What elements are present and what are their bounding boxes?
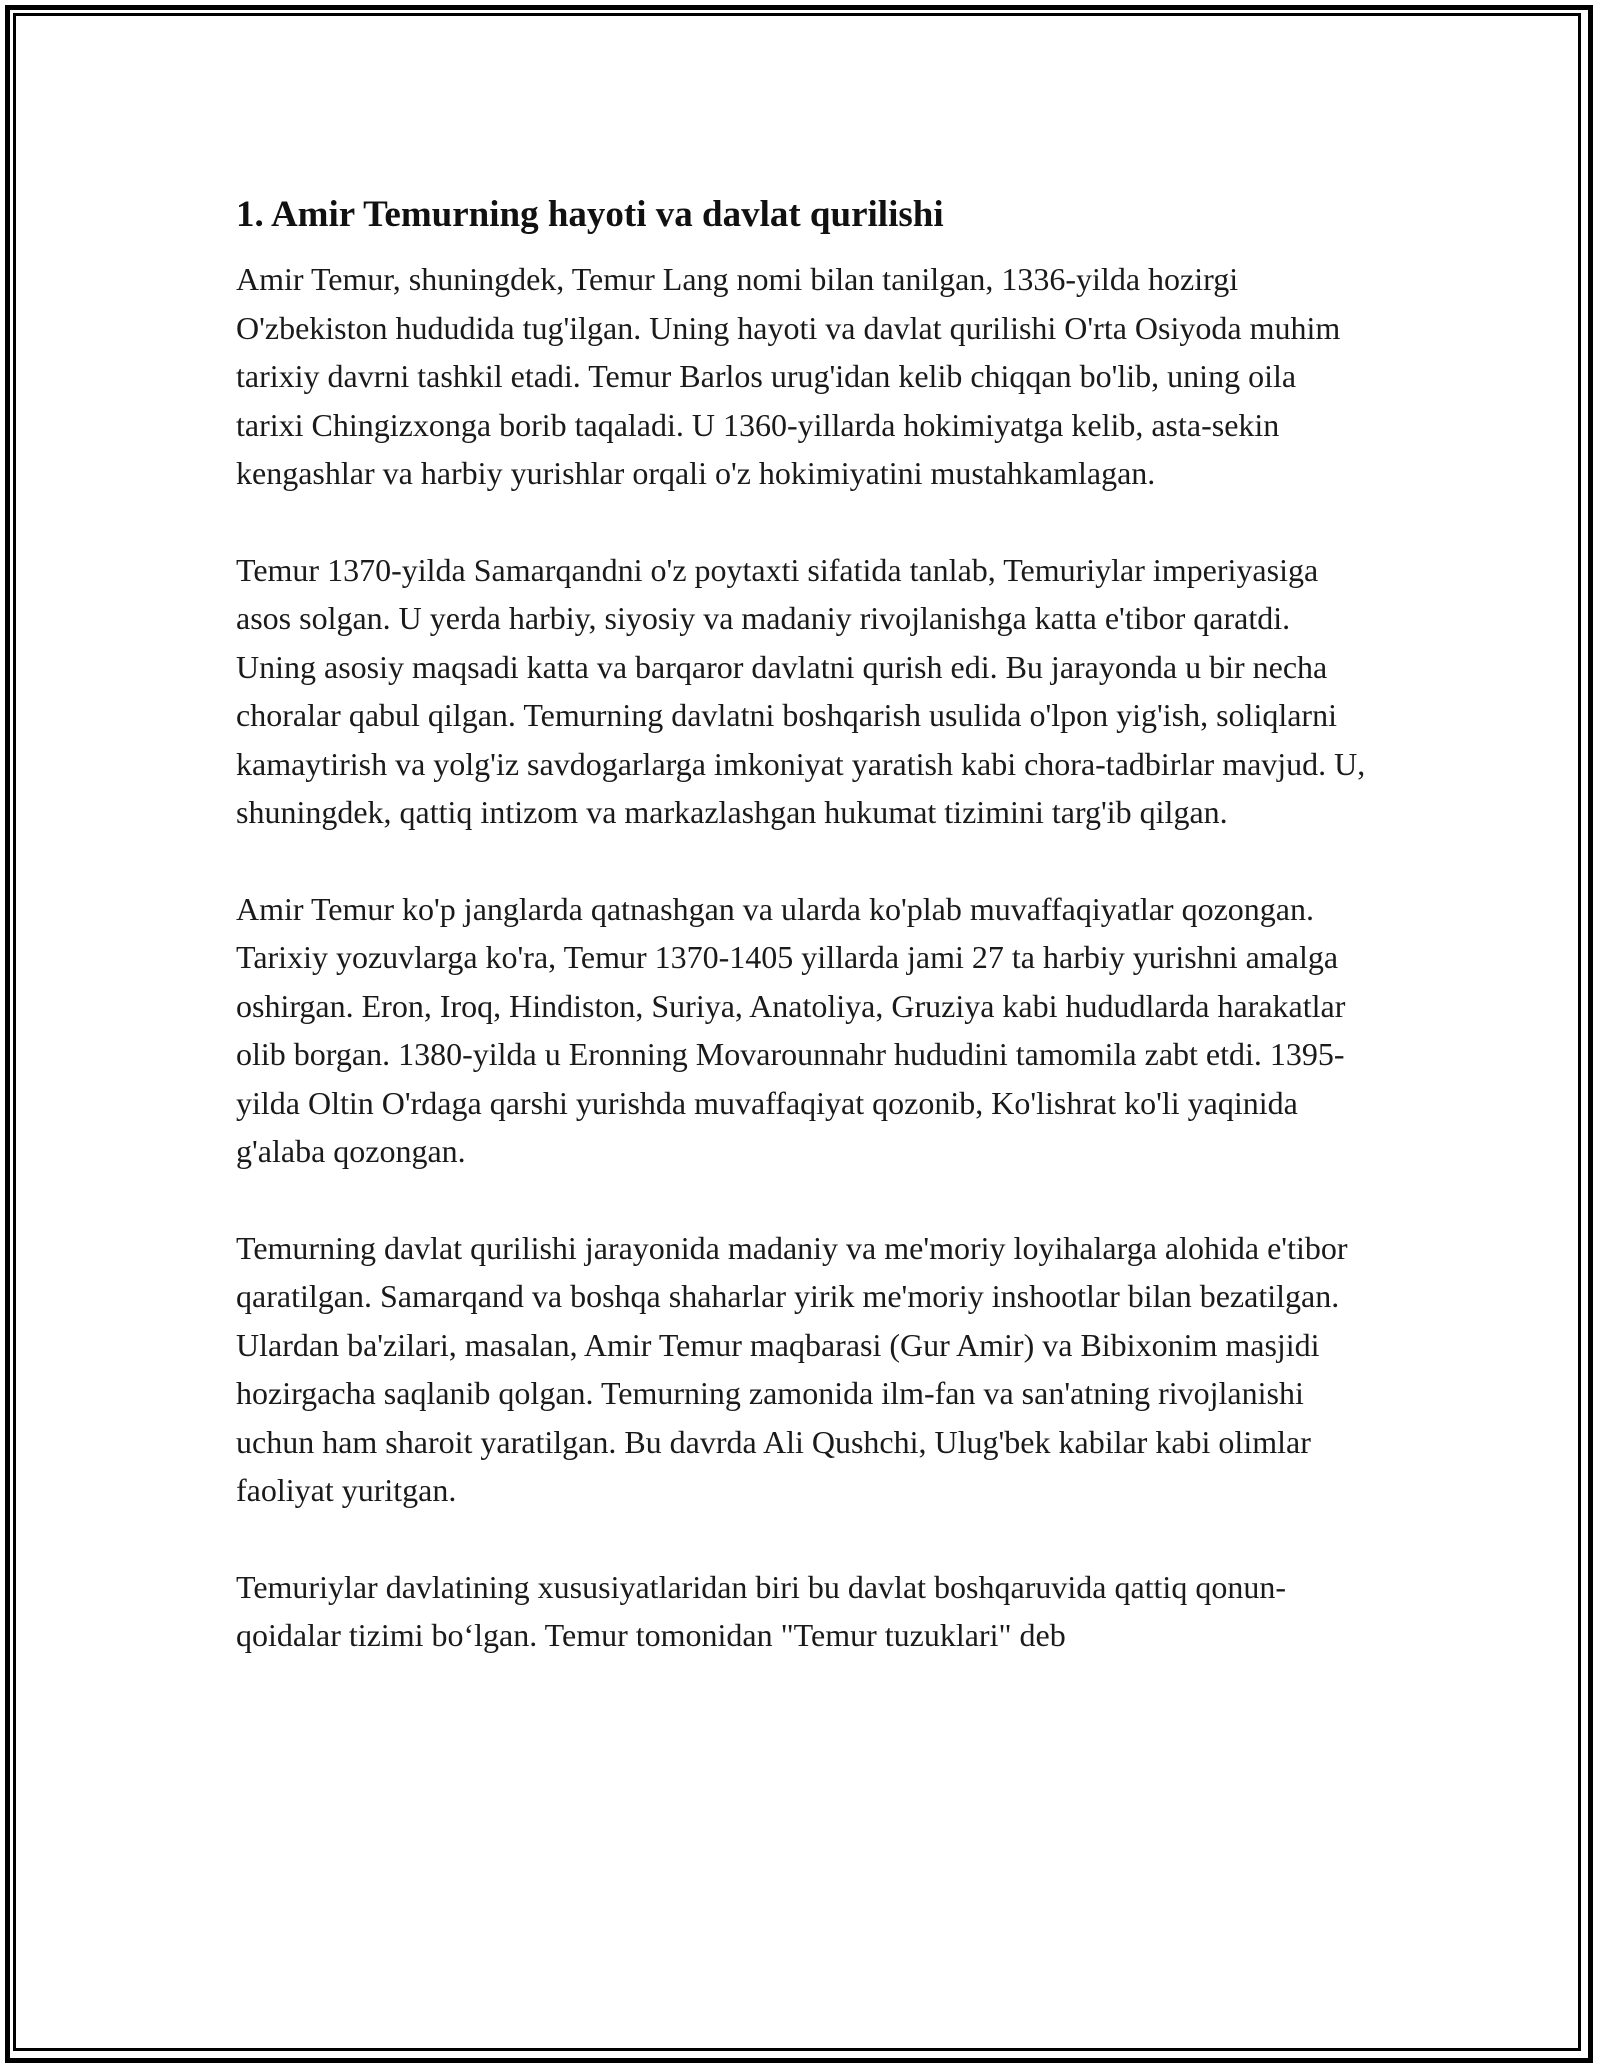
section-heading: 1. Amir Temurning hayoti va davlat qurilishi (236, 194, 944, 235)
paragraph-5: Temuriylar davlatining xususiyatlaridan biri bu davlat boshqaruvida qattiq qonun-qoidalar tizimi bo‘lgan. Temur tomonidan "Temur tuzuklari" deb (236, 1568, 1286, 1653)
paragraph-2: Temur 1370-yilda Samarqandni o'z poytaxti sifatida tanlab, Temuriylar imperiyasiga asos solgan. U yerda harbiy, siyosiy va madaniy rivojlanishga katta e'tibor qaratdi. Uning asosiy maqsadi katta va barqaror davlatni qurish edi. Bu jarayonda u bir necha choralar qabul qilgan. Temurning davlatni boshqarish usulida o'lpon yig'ish, soliqlarni kamaytirish va yolg'iz savdogarlarga imkoniyat yaratish kabi chora-tadbirlar mavjud. U, shuningdek, qattiq intizom va markazlashgan hukumat tizimini targ'ib qilgan. (236, 551, 1366, 830)
document-body (236, 185, 1366, 1660)
paragraph-4: Temurning davlat qurilishi jarayonida madaniy va me'moriy loyihalarga alohida e'tibor qaratilgan. Samarqand va boshqa shaharlar yirik me'moriy inshootlar bilan bezatilgan. Ulardan ba'zilari, masalan, Amir Temur maqbarasi (Gur Amir) va Bibixonim masjidi hozirgacha saqlanib qolgan. Temurning zamonida ilm-fan va san'atning rivojlanishi uchun ham sharoit yaratilgan. Bu davrda Ali Qushchi, Ulug'bek kabilar kabi olimlar faoliyat yuritgan. (236, 1229, 1348, 1508)
paragraph-1: Amir Temur, shuningdek, Temur Lang nomi bilan tanilgan, 1336-yilda hozirgi O'zbekiston hududida tug'ilgan. Uning hayoti va davlat qurilishi O'rta Osiyoda muhim tarixiy davrni tashkil etadi. Temur Barlos urug'idan kelib chiqqan bo'lib, uning oila tarixi Chingizxonga borib taqaladi. U 1360-yillarda hokimiyatga kelib, asta-sekin kengashlar va harbiy yurishlar orqali o'z hokimiyatini mustahkamlagan. (236, 261, 1341, 491)
paragraph-3: Amir Temur ko'p janglarda qatnashgan va ularda ko'plab muvaffaqiyatlar qozongan. Tarixiy yozuvlarga ko'ra, Temur 1370-1405 yillarda jami 27 ta harbiy yurishni amalga oshirgan. Eron, Iroq, Hindiston, Suriya, Anatoliya, Gruziya kabi hududlarda harakatlar olib borgan. 1380-yilda u Eronning Movarounnahr hududini tamomila zabt etdi. 1395-yilda Oltin O'rdaga qarshi yurishda muvaffaqiyat qozonib, Ko'lishrat ko'li yaqinida g'alaba qozongan. (236, 890, 1346, 1169)
